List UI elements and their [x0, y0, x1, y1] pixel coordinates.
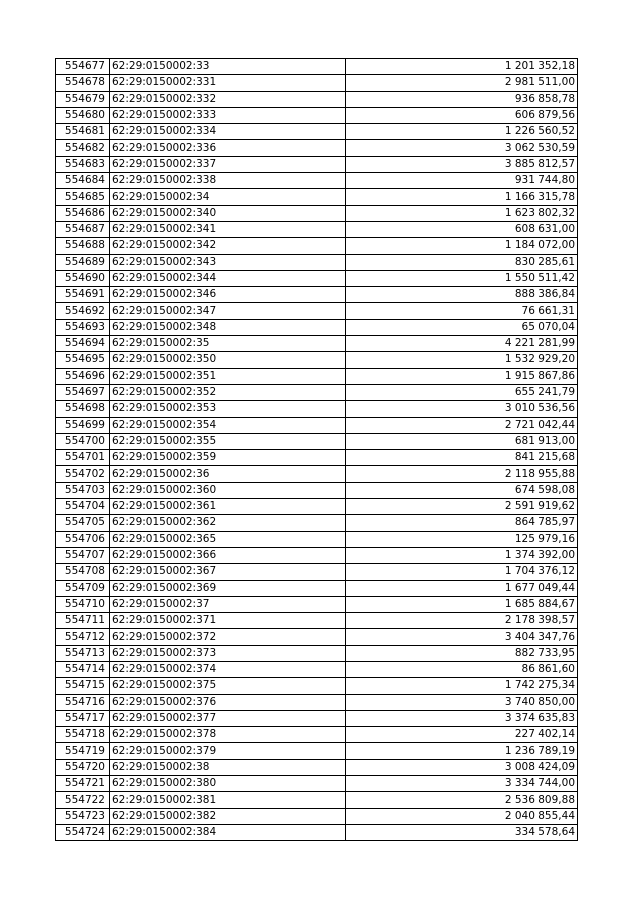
row-number-cell: 554702 [56, 466, 110, 482]
table-row [56, 808, 578, 824]
table-row [56, 792, 578, 808]
cadastral-number-cell: 62:29:0150002:377 [110, 710, 346, 726]
cadastral-value-cell: 65 070,04 [346, 319, 578, 335]
cadastral-number-cell: 62:29:0150002:360 [110, 482, 346, 498]
table-row [56, 75, 578, 91]
cadastral-number-cell: 62:29:0150002:334 [110, 124, 346, 140]
cadastral-number-cell: 62:29:0150002:367 [110, 564, 346, 580]
cadastral-number-cell: 62:29:0150002:372 [110, 629, 346, 645]
cadastral-number-cell: 62:29:0150002:369 [110, 580, 346, 596]
row-number-cell: 554719 [56, 743, 110, 759]
table-row [56, 91, 578, 107]
table-row [56, 336, 578, 352]
cadastral-number-cell: 62:29:0150002:379 [110, 743, 346, 759]
table-row [56, 759, 578, 775]
cadastral-value-cell: 681 913,00 [346, 433, 578, 449]
cadastral-number-cell: 62:29:0150002:355 [110, 433, 346, 449]
table-row [56, 776, 578, 792]
cadastral-value-cell: 3 008 424,09 [346, 759, 578, 775]
cadastral-value-cell: 334 578,64 [346, 824, 578, 840]
row-number-cell: 554708 [56, 564, 110, 580]
cadastral-number-cell: 62:29:0150002:365 [110, 531, 346, 547]
cadastral-number-cell: 62:29:0150002:341 [110, 221, 346, 237]
cadastral-number-cell: 62:29:0150002:378 [110, 727, 346, 743]
row-number-cell: 554681 [56, 124, 110, 140]
cadastral-value-cell: 3 062 530,59 [346, 140, 578, 156]
cadastral-number-cell: 62:29:0150002:361 [110, 499, 346, 515]
cadastral-value-cell: 1 677 049,44 [346, 580, 578, 596]
table-row [56, 710, 578, 726]
table-row [56, 59, 578, 75]
table-row [56, 661, 578, 677]
cadastral-value-cell: 1 374 392,00 [346, 547, 578, 563]
cadastral-value-cell: 936 858,78 [346, 91, 578, 107]
table-row [56, 270, 578, 286]
cadastral-number-cell: 62:29:0150002:343 [110, 254, 346, 270]
table-row [56, 303, 578, 319]
row-number-cell: 554721 [56, 776, 110, 792]
row-number-cell: 554710 [56, 596, 110, 612]
cadastral-number-cell: 62:29:0150002:380 [110, 776, 346, 792]
cadastral-value-cell: 3 334 744,00 [346, 776, 578, 792]
cadastral-value-cell: 125 979,16 [346, 531, 578, 547]
cadastral-value-cell: 2 981 511,00 [346, 75, 578, 91]
cadastral-value-cell: 227 402,14 [346, 727, 578, 743]
cadastral-value-cell: 2 721 042,44 [346, 417, 578, 433]
cadastral-number-cell: 62:29:0150002:332 [110, 91, 346, 107]
table-body [56, 59, 578, 841]
cadastral-number-cell: 62:29:0150002:348 [110, 319, 346, 335]
cadastral-number-cell: 62:29:0150002:35 [110, 336, 346, 352]
cadastral-number-cell: 62:29:0150002:333 [110, 107, 346, 123]
cadastral-number-cell: 62:29:0150002:37 [110, 596, 346, 612]
cadastral-number-cell: 62:29:0150002:36 [110, 466, 346, 482]
row-number-cell: 554724 [56, 824, 110, 840]
row-number-cell: 554693 [56, 319, 110, 335]
table-row [56, 482, 578, 498]
row-number-cell: 554685 [56, 189, 110, 205]
row-number-cell: 554707 [56, 547, 110, 563]
row-number-cell: 554696 [56, 368, 110, 384]
row-number-cell: 554703 [56, 482, 110, 498]
cadastral-number-cell: 62:29:0150002:34 [110, 189, 346, 205]
table-row [56, 564, 578, 580]
cadastral-value-cell: 1 166 315,78 [346, 189, 578, 205]
row-number-cell: 554698 [56, 401, 110, 417]
cadastral-number-cell: 62:29:0150002:351 [110, 368, 346, 384]
table-row [56, 238, 578, 254]
row-number-cell: 554717 [56, 710, 110, 726]
row-number-cell: 554720 [56, 759, 110, 775]
row-number-cell: 554694 [56, 336, 110, 352]
table-row [56, 205, 578, 221]
cadastral-value-cell: 655 241,79 [346, 384, 578, 400]
cadastral-number-cell: 62:29:0150002:340 [110, 205, 346, 221]
table-row [56, 727, 578, 743]
cadastral-value-cell: 1 226 560,52 [346, 124, 578, 140]
cadastral-value-cell: 830 285,61 [346, 254, 578, 270]
row-number-cell: 554689 [56, 254, 110, 270]
table-row [56, 466, 578, 482]
row-number-cell: 554706 [56, 531, 110, 547]
cadastral-value-cell: 3 374 635,83 [346, 710, 578, 726]
cadastral-value-cell: 1 532 929,20 [346, 352, 578, 368]
row-number-cell: 554709 [56, 580, 110, 596]
row-number-cell: 554690 [56, 270, 110, 286]
row-number-cell: 554677 [56, 59, 110, 75]
cadastral-number-cell: 62:29:0150002:374 [110, 661, 346, 677]
cadastral-value-cell: 888 386,84 [346, 287, 578, 303]
cadastral-number-cell: 62:29:0150002:331 [110, 75, 346, 91]
cadastral-value-cell: 3 010 536,56 [346, 401, 578, 417]
cadastral-value-cell: 2 040 855,44 [346, 808, 578, 824]
table-row [56, 221, 578, 237]
table-row [56, 107, 578, 123]
table-row [56, 531, 578, 547]
row-number-cell: 554682 [56, 140, 110, 156]
table-row [56, 450, 578, 466]
cadastral-value-cell: 1 184 072,00 [346, 238, 578, 254]
cadastral-value-cell: 931 744,80 [346, 173, 578, 189]
row-number-cell: 554680 [56, 107, 110, 123]
table-row [56, 645, 578, 661]
cadastral-value-cell: 2 536 809,88 [346, 792, 578, 808]
row-number-cell: 554687 [56, 221, 110, 237]
row-number-cell: 554678 [56, 75, 110, 91]
cadastral-value-cell: 2 118 955,88 [346, 466, 578, 482]
document-page [55, 58, 578, 841]
cadastral-number-cell: 62:29:0150002:350 [110, 352, 346, 368]
cadastral-number-cell: 62:29:0150002:371 [110, 613, 346, 629]
cadastral-value-cell: 1 550 511,42 [346, 270, 578, 286]
table-row [56, 189, 578, 205]
cadastral-value-cell: 1 201 352,18 [346, 59, 578, 75]
row-number-cell: 554686 [56, 205, 110, 221]
cadastral-value-cell: 864 785,97 [346, 515, 578, 531]
cadastral-value-cell: 3 885 812,57 [346, 156, 578, 172]
cadastral-number-cell: 62:29:0150002:353 [110, 401, 346, 417]
table-row [56, 743, 578, 759]
cadastral-number-cell: 62:29:0150002:362 [110, 515, 346, 531]
row-number-cell: 554692 [56, 303, 110, 319]
cadastral-number-cell: 62:29:0150002:384 [110, 824, 346, 840]
cadastral-number-cell: 62:29:0150002:337 [110, 156, 346, 172]
row-number-cell: 554711 [56, 613, 110, 629]
row-number-cell: 554714 [56, 661, 110, 677]
table-row [56, 433, 578, 449]
row-number-cell: 554700 [56, 433, 110, 449]
cadastral-number-cell: 62:29:0150002:347 [110, 303, 346, 319]
cadastral-value-cell: 76 661,31 [346, 303, 578, 319]
cadastral-number-cell: 62:29:0150002:359 [110, 450, 346, 466]
table-row [56, 156, 578, 172]
cadastral-value-cell: 2 178 398,57 [346, 613, 578, 629]
row-number-cell: 554697 [56, 384, 110, 400]
cadastral-value-cell: 1 742 275,34 [346, 678, 578, 694]
cadastral-number-cell: 62:29:0150002:352 [110, 384, 346, 400]
cadastral-value-cell: 608 631,00 [346, 221, 578, 237]
table-row [56, 368, 578, 384]
row-number-cell: 554704 [56, 499, 110, 515]
cadastral-value-cell: 674 598,08 [346, 482, 578, 498]
row-number-cell: 554716 [56, 694, 110, 710]
row-number-cell: 554718 [56, 727, 110, 743]
table-row [56, 596, 578, 612]
row-number-cell: 554701 [56, 450, 110, 466]
cadastral-number-cell: 62:29:0150002:342 [110, 238, 346, 254]
row-number-cell: 554712 [56, 629, 110, 645]
table-row [56, 515, 578, 531]
row-number-cell: 554699 [56, 417, 110, 433]
row-number-cell: 554688 [56, 238, 110, 254]
table-row [56, 547, 578, 563]
table-row [56, 254, 578, 270]
cadastral-value-table [55, 58, 578, 841]
cadastral-number-cell: 62:29:0150002:33 [110, 59, 346, 75]
cadastral-number-cell: 62:29:0150002:38 [110, 759, 346, 775]
row-number-cell: 554683 [56, 156, 110, 172]
table-row [56, 629, 578, 645]
row-number-cell: 554723 [56, 808, 110, 824]
cadastral-value-cell: 1 915 867,86 [346, 368, 578, 384]
cadastral-value-cell: 882 733,95 [346, 645, 578, 661]
table-row [56, 352, 578, 368]
cadastral-number-cell: 62:29:0150002:338 [110, 173, 346, 189]
cadastral-value-cell: 3 740 850,00 [346, 694, 578, 710]
row-number-cell: 554713 [56, 645, 110, 661]
table-row [56, 384, 578, 400]
table-row [56, 401, 578, 417]
cadastral-number-cell: 62:29:0150002:354 [110, 417, 346, 433]
table-row [56, 124, 578, 140]
table-row [56, 287, 578, 303]
table-row [56, 824, 578, 840]
table-row [56, 613, 578, 629]
cadastral-value-cell: 2 591 919,62 [346, 499, 578, 515]
cadastral-value-cell: 1 623 802,32 [346, 205, 578, 221]
cadastral-number-cell: 62:29:0150002:381 [110, 792, 346, 808]
row-number-cell: 554715 [56, 678, 110, 694]
table-row [56, 499, 578, 515]
cadastral-number-cell: 62:29:0150002:376 [110, 694, 346, 710]
table-row [56, 173, 578, 189]
cadastral-value-cell: 1 236 789,19 [346, 743, 578, 759]
row-number-cell: 554705 [56, 515, 110, 531]
cadastral-value-cell: 1 685 884,67 [346, 596, 578, 612]
cadastral-number-cell: 62:29:0150002:346 [110, 287, 346, 303]
cadastral-number-cell: 62:29:0150002:344 [110, 270, 346, 286]
cadastral-number-cell: 62:29:0150002:366 [110, 547, 346, 563]
row-number-cell: 554695 [56, 352, 110, 368]
row-number-cell: 554679 [56, 91, 110, 107]
cadastral-value-cell: 606 879,56 [346, 107, 578, 123]
table-row [56, 140, 578, 156]
table-row [56, 580, 578, 596]
cadastral-value-cell: 841 215,68 [346, 450, 578, 466]
cadastral-value-cell: 3 404 347,76 [346, 629, 578, 645]
table-row [56, 694, 578, 710]
row-number-cell: 554691 [56, 287, 110, 303]
cadastral-number-cell: 62:29:0150002:336 [110, 140, 346, 156]
table-row [56, 678, 578, 694]
row-number-cell: 554684 [56, 173, 110, 189]
cadastral-value-cell: 1 704 376,12 [346, 564, 578, 580]
table-row [56, 319, 578, 335]
cadastral-number-cell: 62:29:0150002:373 [110, 645, 346, 661]
table-row [56, 417, 578, 433]
cadastral-number-cell: 62:29:0150002:375 [110, 678, 346, 694]
cadastral-value-cell: 86 861,60 [346, 661, 578, 677]
cadastral-number-cell: 62:29:0150002:382 [110, 808, 346, 824]
row-number-cell: 554722 [56, 792, 110, 808]
cadastral-value-cell: 4 221 281,99 [346, 336, 578, 352]
